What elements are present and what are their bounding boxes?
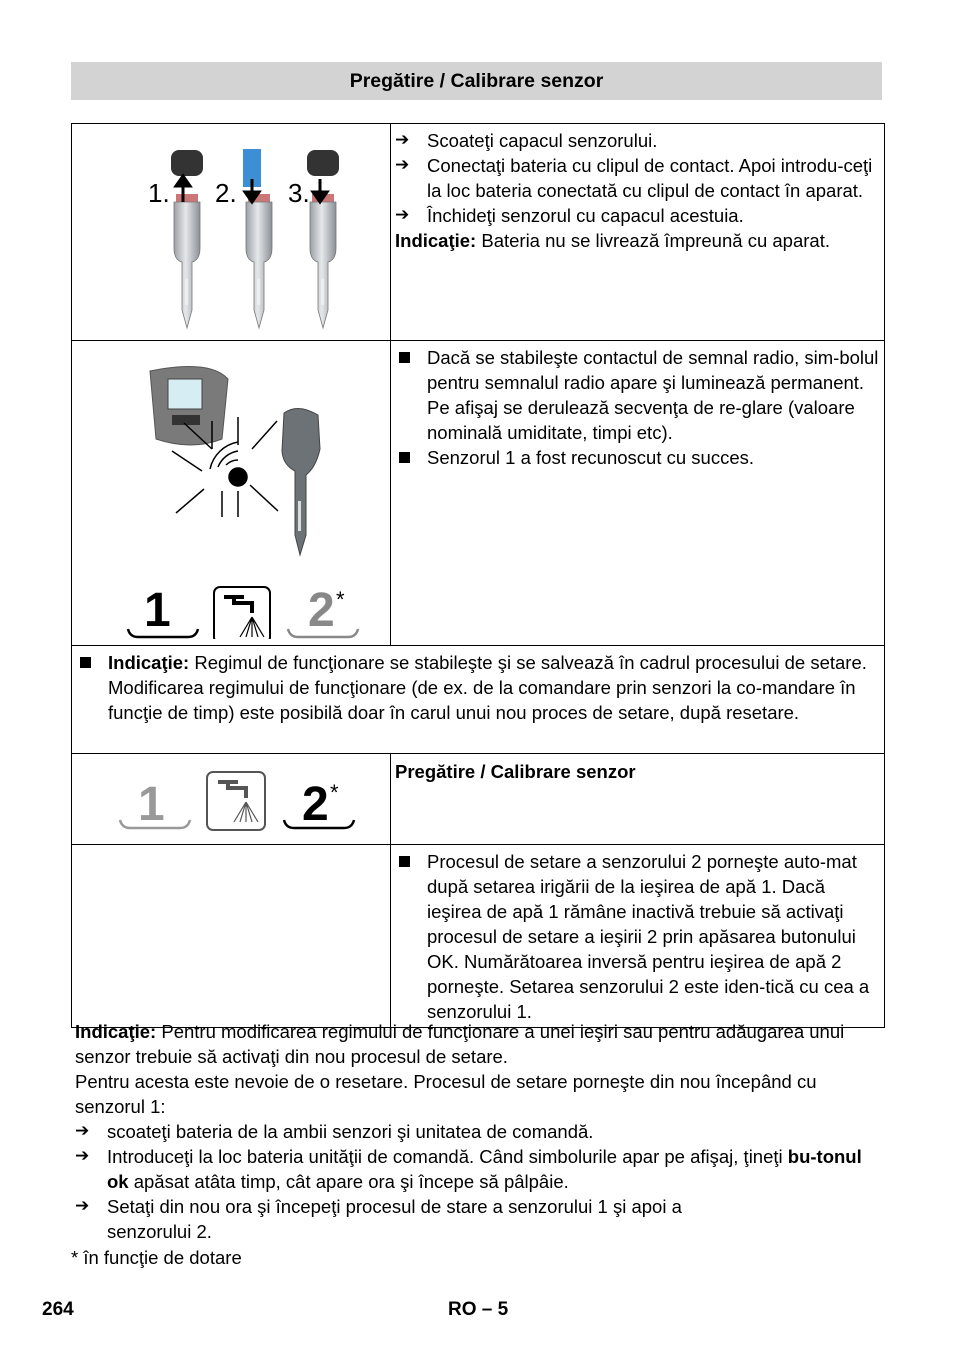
step-label-3: 3. xyxy=(288,178,310,208)
sensor-1-icon xyxy=(171,150,203,328)
note xyxy=(75,1019,885,1069)
list-item: ➔ Setaţi din nou ora şi începeţi procesul de stare a senzorului 1 şi apoi a senzorului 2. xyxy=(75,1194,885,1244)
sensor-battery-illustration xyxy=(72,124,390,334)
instruction-table xyxy=(71,123,885,1028)
list-item: ➔ Conectaţi bateria cu clipul de contact. Apoi introdu-ceţi la loc bateria conectată cu clipul de contact în aparat. xyxy=(395,153,884,203)
table-row xyxy=(72,754,885,845)
list-item: ➔ scoateţi bateria de la ambii senzori şi unitatea de comandă. xyxy=(75,1119,885,1144)
step-list xyxy=(395,128,884,228)
step-label-1: 1. xyxy=(148,178,170,208)
note-text: Regimul de funcţionare se stabileşte şi se salvează în cadrul procesului de setare. Modificarea regimului de funcţionare (de ex. de la comandare prin senzori la co-mandare în funcţie de timp) este posibilă doar în carul unui nou proces de setare, după resetare. xyxy=(108,652,867,723)
list-item xyxy=(76,650,884,725)
table-row xyxy=(72,124,885,341)
sensor-2-icon xyxy=(243,149,272,328)
list-item: Dacă se stabileşte contactul de semnal radio, sim-bolul pentru semnalul radio apare şi luminează permanent. Pe afişaj se derulează secvenţa de re-glare (valoare nominală umiditate, timpi etc). xyxy=(395,345,884,445)
subsection-title: Pregătire / Calibrare senzor xyxy=(395,761,636,782)
mode-symbols-sensor-2 xyxy=(72,754,390,838)
step-text: Introduceţi la loc bateria unităţii de comandă. Când simbolurile apar pe afişaj, ţineţi xyxy=(107,1146,788,1167)
reset-instructions xyxy=(75,1019,885,1244)
note-label: Indicaţie: xyxy=(108,652,190,673)
paragraph: Pentru acesta este nevoie de o resetare. Procesul de setare porneşte din nou începând cu senzorul 1: xyxy=(75,1071,817,1117)
list-item: ➔ Scoateţi capacul senzorului. xyxy=(395,128,884,153)
reset-steps xyxy=(75,1119,885,1244)
asterisk: * xyxy=(330,780,339,805)
footnote: * în funcţie de dotare xyxy=(71,1247,242,1268)
table-row xyxy=(72,845,885,1028)
asterisk: * xyxy=(336,587,345,612)
list-item: Senzorul 1 a fost recunoscut cu succes. xyxy=(395,445,884,470)
mode-symbols xyxy=(128,584,358,639)
note-text: Bateria nu se livrează împreună cu aparat. xyxy=(476,230,830,251)
list-item: ➔ Închideţi senzorul cu capacul acestuia. xyxy=(395,203,884,228)
table-row xyxy=(72,341,885,646)
step-label-2: 2. xyxy=(215,178,237,208)
page-number: 264 xyxy=(42,1299,74,1320)
sensor-1-symbol: 1 xyxy=(138,778,165,831)
button-name: bu-tonul ok xyxy=(107,1146,862,1192)
note xyxy=(395,228,884,253)
info-list xyxy=(395,345,884,470)
list-item xyxy=(75,1144,885,1194)
control-unit-icon xyxy=(150,367,228,446)
note-text: Pentru modificarea regimului de funcţionare a unei ieşiri sau pentru adăugarea unui senzor trebuie să activaţi din nou procesul de setare. xyxy=(75,1021,845,1067)
section-header: Pregătire / Calibrare senzor xyxy=(71,62,882,100)
tap-icon xyxy=(214,587,270,639)
sensor-2-symbol: 2 xyxy=(302,778,329,831)
list-item: Procesul de setare a senzorului 2 porneşte auto-mat după setarea irigării de la ieşirea de apă 1. Dacă ieşirea de apă 1 rămâne inactivă trebuie să activaţi procesul de setare a ieşirii 2 prin apăsarea butonului OK. Numărătoarea inversă pentru ieşirea de apă 2 porneşte. Setarea senzorului 2 este iden-tică cu cea a senzorului 1. xyxy=(395,849,884,1024)
sensor-3-icon xyxy=(307,150,339,328)
step-text: apăsat atâta timp, cât apare ora şi începe să pâlpâie. xyxy=(128,1171,569,1192)
radio-signal-illustration xyxy=(72,341,390,639)
note-label: Indicaţie: xyxy=(395,230,477,251)
table-row xyxy=(72,646,885,754)
sensor-icon xyxy=(282,408,320,555)
sensor-1-symbol: 1 xyxy=(144,584,171,637)
page-language-label: RO – 5 xyxy=(448,1299,509,1320)
note-label: Indicaţie: xyxy=(75,1021,157,1042)
note-list xyxy=(76,650,884,725)
sensor-2-symbol: 2 xyxy=(308,584,335,637)
info-list xyxy=(395,849,884,1024)
